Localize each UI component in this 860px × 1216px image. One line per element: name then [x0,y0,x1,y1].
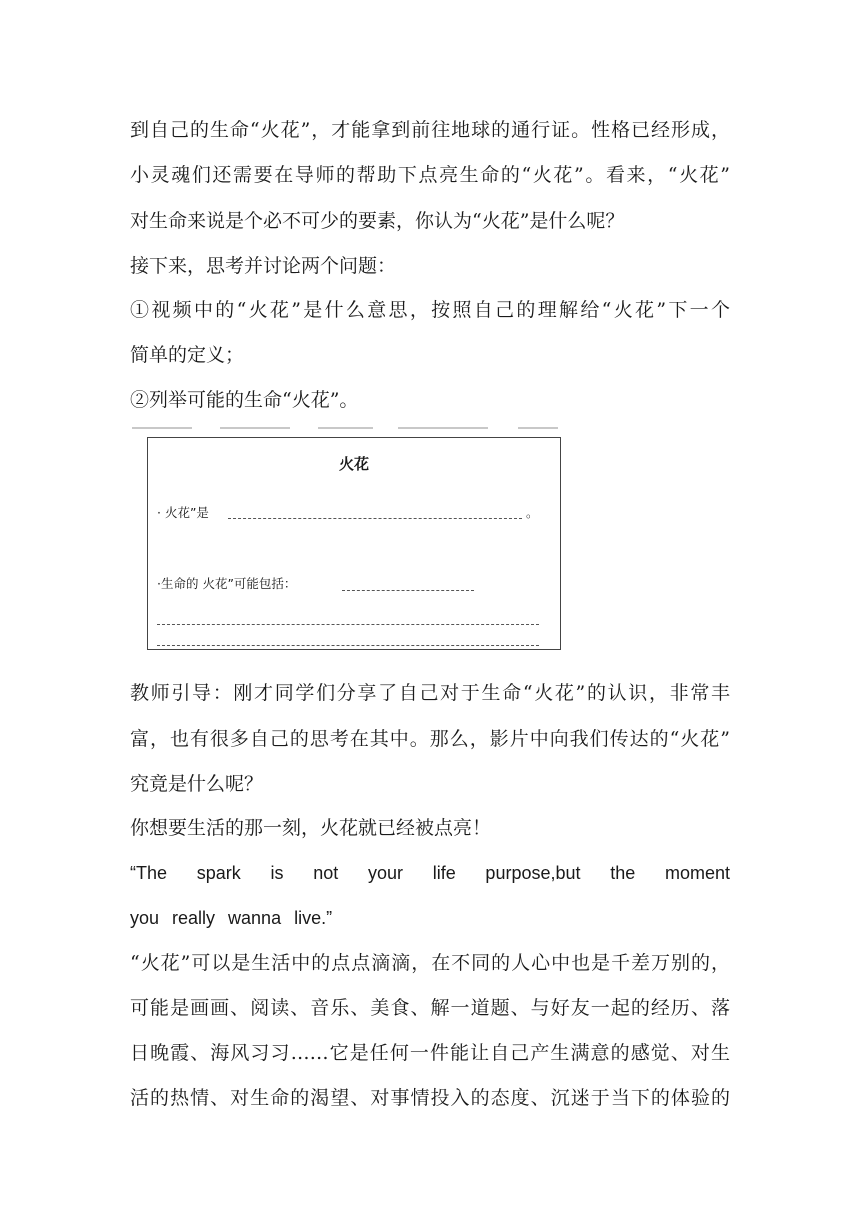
definition-end: 。 [526,505,539,520]
worksheet-box [147,437,561,650]
prompt-intro: 接下来，思考并讨论两个问题： [130,255,397,277]
worksheet-title: 火花 [338,455,369,473]
scan-artifact [128,424,598,434]
teacher-guide-line: 教师引导：刚才同学们分享了自己对于生命“火花”的认识，非常丰 [130,682,730,704]
teacher-guide-line: 究竟是什么呢？ [130,773,264,795]
definition-blank[interactable] [228,518,522,519]
examples-blank[interactable] [342,590,474,591]
quote-line: you really wanna live.” [130,908,333,928]
paragraph-line: 到自己的生命“火花”，才能拿到前往地球的通行证。性格已经形成， [130,119,730,141]
teacher-guide-line: 富，也有很多自己的思考在其中。那么，影片中向我们传达的“火花” [130,728,730,750]
quote-line: “The spark is not your life purpose,but the moment [130,863,730,883]
paragraph-line: 日晚霞、海风习习……它是任何一件能让自己产生满意的感觉、对生 [130,1042,730,1064]
paragraph-line: 可能是画画、阅读、音乐、美食、解一道题、与好友一起的经历、落 [130,997,730,1019]
examples-prompt: ·生命的 火花”可能包括： [157,576,297,591]
question-1-line: ①视频中的“火花”是什么意思，按照自己的理解给“火花”下一个 [130,299,730,321]
paragraph-line: “火花”可以是生活中的点点滴滴，在不同的人心中也是千差万别的， [130,952,730,974]
paragraph-line: 对生命来说是个必不可少的要素，你认为“火花”是什么呢？ [130,210,625,232]
examples-blank[interactable] [157,645,539,646]
paragraph-line: 活的热情、对生命的渴望、对事情投入的态度、沉迷于当下的体验的 [130,1087,730,1109]
paragraph-line: 小灵魂们还需要在导师的帮助下点亮生命的“火花”。看来，“火花” [130,164,730,186]
answer-line: 你想要生活的那一刻，火花就已经被点亮！ [130,817,492,839]
definition-prompt: · 火花”是 [157,505,209,520]
question-2: ②列举可能的生命“火花”。 [130,389,359,411]
question-1-line: 简单的定义； [130,344,245,366]
examples-blank[interactable] [157,624,539,625]
